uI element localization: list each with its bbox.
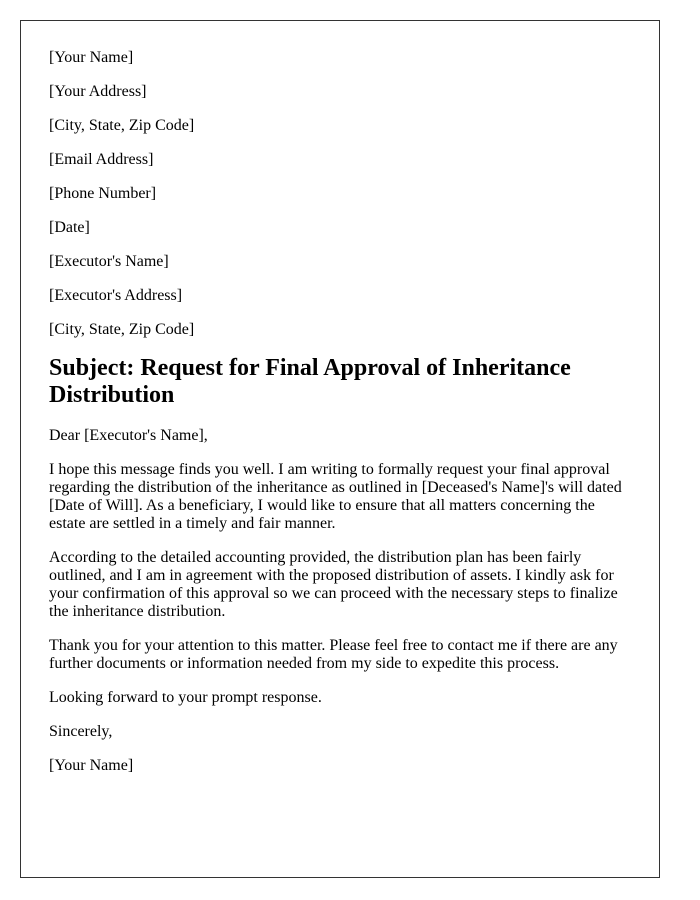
letter-date: [Date] bbox=[49, 219, 90, 236]
sender-address: [Your Address] bbox=[49, 83, 147, 100]
body-paragraph: According to the detailed accounting provided, the distribution plan has been fairly outlined, and I am in agreement with the proposed distribution of assets. I kindly ask for your confirmation of this approval so we can proceed with the necessary steps to finalize the inheritance distribution. bbox=[49, 549, 618, 620]
letter-page bbox=[20, 20, 660, 878]
salutation: Dear [Executor's Name], bbox=[49, 427, 208, 444]
sender-name: [Your Name] bbox=[49, 49, 134, 66]
subject-heading: Subject: Request for Final Approval of Inheritance Distribution bbox=[49, 355, 571, 408]
signature: [Your Name] bbox=[49, 757, 134, 774]
body-paragraph: I hope this message finds you well. I am writing to formally request your final approval regarding the distribution of the inheritance as outlined in [Deceased's Name]'s will dated [Date of Will]. As a beneficiary, I would like to ensure that all matters concerning the estate are settled in a timely and fair manner. bbox=[49, 461, 622, 532]
closing: Sincerely, bbox=[49, 723, 113, 740]
body-paragraph: Looking forward to your prompt response. bbox=[49, 689, 322, 706]
recipient-name: [Executor's Name] bbox=[49, 253, 169, 270]
sender-email: [Email Address] bbox=[49, 151, 154, 168]
body-paragraph: Thank you for your attention to this matter. Please feel free to contact me if there are any further documents or information needed from my side to expedite this process. bbox=[49, 637, 618, 672]
sender-city-state-zip: [City, State, Zip Code] bbox=[49, 117, 195, 134]
recipient-address: [Executor's Address] bbox=[49, 287, 183, 304]
sender-phone: [Phone Number] bbox=[49, 185, 157, 202]
recipient-city-state-zip: [City, State, Zip Code] bbox=[49, 321, 195, 338]
letter-content bbox=[49, 49, 625, 791]
